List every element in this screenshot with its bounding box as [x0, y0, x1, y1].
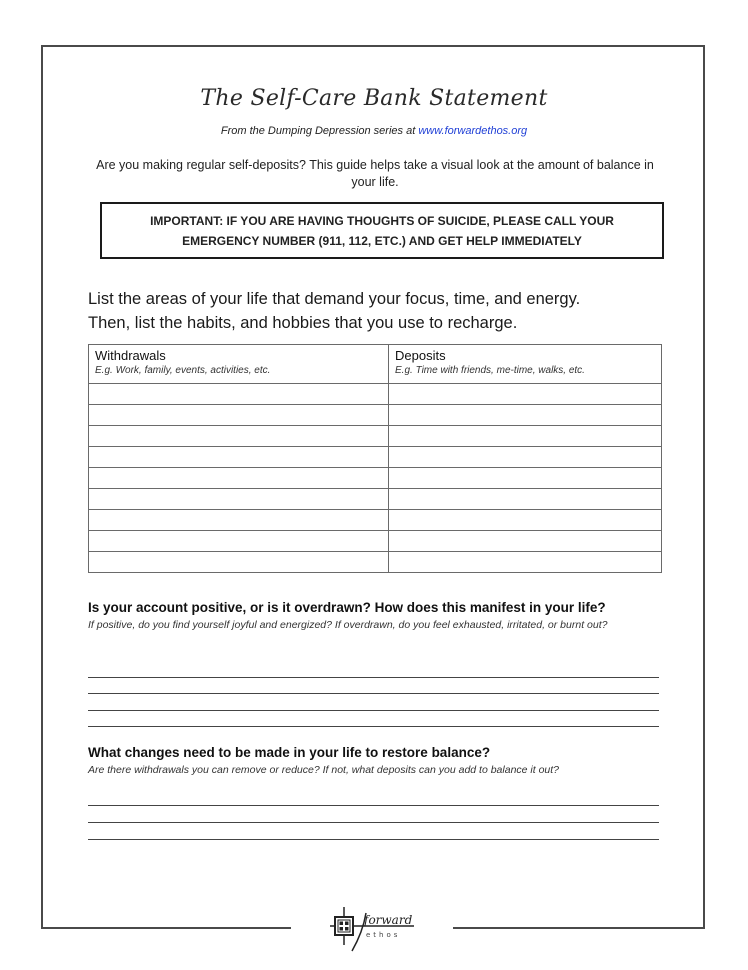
deposit-cell[interactable]	[389, 531, 662, 552]
answer-line[interactable]	[88, 710, 659, 711]
question-hint: If positive, do you find yourself joyful and energized? If overdrawn, do you feel exhausted, irritated, or burnt out?	[88, 619, 608, 631]
withdrawal-cell[interactable]	[89, 447, 389, 468]
deposits-header	[389, 345, 662, 384]
list-prompt	[88, 287, 688, 335]
logo-wordmark: forward	[364, 913, 413, 927]
table-row	[89, 405, 662, 426]
question-title: What changes need to be made in your life to restore balance?	[88, 745, 491, 760]
page-frame-bottom-left	[41, 927, 291, 929]
table-row	[89, 552, 662, 573]
website-link[interactable]: www.forwardethos.org	[418, 125, 528, 137]
column-title: Withdrawals	[95, 348, 166, 363]
withdrawal-cell[interactable]	[89, 510, 389, 531]
forward-ethos-logo	[330, 905, 422, 953]
answer-line[interactable]	[88, 822, 659, 823]
column-hint: E.g. Work, family, events, activities, etc.	[95, 365, 271, 376]
table-body	[89, 384, 662, 573]
intro-text: Are you making regular self-deposits? This guide helps take a visual look at the amount of balance in your life.	[96, 158, 654, 189]
answer-line[interactable]	[88, 805, 659, 806]
question-2	[88, 744, 668, 778]
table-row	[89, 531, 662, 552]
answer-line[interactable]	[88, 839, 659, 840]
prompt-line-2: Then, list the habits, and hobbies that you use to recharge.	[88, 314, 518, 332]
document-title: The Self-Care Bank Statement	[200, 86, 548, 111]
table-header-row	[89, 345, 662, 384]
withdrawal-cell[interactable]	[89, 426, 389, 447]
table-row	[89, 384, 662, 405]
question-hint: Are there withdrawals you can remove or reduce? If not, what deposits can you add to balance it out?	[88, 764, 560, 776]
document-subtitle	[0, 125, 748, 137]
withdrawal-cell[interactable]	[89, 531, 389, 552]
deposit-cell[interactable]	[389, 489, 662, 510]
deposit-cell[interactable]	[389, 510, 662, 531]
column-title: Deposits	[395, 348, 446, 363]
warning-box	[100, 202, 664, 259]
withdrawals-deposits-table	[88, 344, 662, 573]
deposit-cell[interactable]	[389, 426, 662, 447]
page-frame-bottom-right	[453, 927, 705, 929]
question-1	[88, 599, 668, 633]
answer-line[interactable]	[88, 693, 659, 694]
deposit-cell[interactable]	[389, 384, 662, 405]
table-row	[89, 468, 662, 489]
withdrawal-cell[interactable]	[89, 405, 389, 426]
page-frame-right	[703, 45, 705, 929]
page-frame-top	[41, 45, 705, 47]
forward-ethos-logo-icon	[330, 905, 422, 953]
withdrawal-cell[interactable]	[89, 552, 389, 573]
table-row	[89, 447, 662, 468]
page-frame-left	[41, 45, 43, 929]
deposit-cell[interactable]	[389, 447, 662, 468]
table-row	[89, 489, 662, 510]
question-title: Is your account positive, or is it overdrawn? How does this manifest in your life?	[88, 600, 606, 615]
answer-line[interactable]	[88, 677, 659, 678]
withdrawal-cell[interactable]	[89, 489, 389, 510]
answer-line[interactable]	[88, 726, 659, 727]
deposit-cell[interactable]	[389, 405, 662, 426]
table-row	[89, 426, 662, 447]
prompt-line-1: List the areas of your life that demand your focus, time, and energy.	[88, 290, 581, 308]
logo-subword: ethos	[366, 931, 401, 939]
deposit-cell[interactable]	[389, 552, 662, 573]
withdrawals-header	[89, 345, 389, 384]
warning-text: IMPORTANT: IF YOU ARE HAVING THOUGHTS OF SUICIDE, PLEASE CALL YOUR EMERGENCY NUMBER (911, 112, ETC.) AND GET HELP IMMEDIATELY	[150, 213, 614, 248]
subtitle-text: From the Dumping Depression series at	[220, 125, 419, 137]
column-hint: E.g. Time with friends, me-time, walks, etc.	[395, 365, 585, 376]
deposit-cell[interactable]	[389, 468, 662, 489]
withdrawal-cell[interactable]	[89, 468, 389, 489]
withdrawal-cell[interactable]	[89, 384, 389, 405]
table-row	[89, 510, 662, 531]
